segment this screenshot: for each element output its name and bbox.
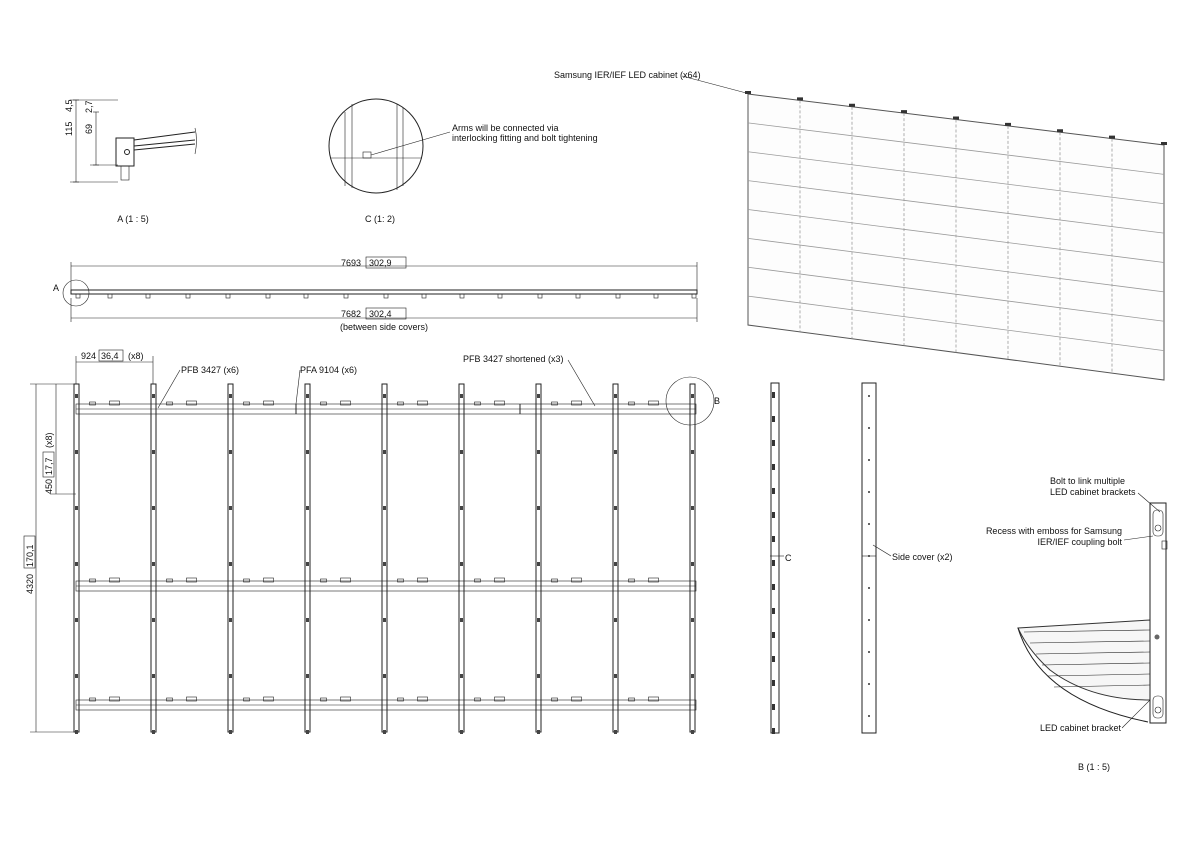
vertical-upright <box>151 384 156 732</box>
upright-hole <box>152 730 155 734</box>
cabinet-top-bracket <box>1161 142 1167 145</box>
beam-clip <box>418 578 428 582</box>
beam-clip <box>418 401 428 405</box>
upright-hole <box>229 394 232 398</box>
rail-clips <box>76 294 696 298</box>
upright-hole <box>691 506 694 510</box>
side-cover-hole <box>868 395 870 397</box>
beam-clip <box>629 698 635 701</box>
upright-hole <box>152 394 155 398</box>
upright-hole <box>75 450 78 454</box>
detail-b <box>986 476 1167 772</box>
detail-c-note-line2: interlocking fitting and bolt tightening <box>452 133 598 143</box>
upright-hole <box>75 394 78 398</box>
beam-clip <box>187 697 197 701</box>
rail-clip <box>654 294 658 298</box>
side-fitting <box>772 608 775 614</box>
upright-hole <box>614 618 617 622</box>
cabinet-perspective <box>554 70 1167 380</box>
pitch-dim-inch: 17,7 <box>44 457 54 475</box>
beam-clip <box>264 401 274 405</box>
side-cover-hole <box>868 619 870 621</box>
upright-hole <box>383 618 386 622</box>
upright-hole <box>229 450 232 454</box>
upright-hole <box>537 450 540 454</box>
cabinet-top-bracket <box>745 91 751 94</box>
side-cover-hole <box>868 587 870 589</box>
detail-a-break-line <box>195 128 197 154</box>
upright-hole <box>614 562 617 566</box>
upright-hole <box>306 506 309 510</box>
height-dim-inch: 170,1 <box>25 544 35 567</box>
beam-clip <box>90 698 96 701</box>
side-fitting <box>772 728 775 734</box>
detail-a-marker: A <box>53 283 60 293</box>
upright-hole <box>152 674 155 678</box>
rail-clip <box>344 294 348 298</box>
vertical-upright <box>613 384 618 732</box>
beam-clip <box>398 698 404 701</box>
label-pfb-short: PFB 3427 shortened (x3) <box>463 354 564 364</box>
upright-hole <box>537 618 540 622</box>
beam-clip <box>90 402 96 405</box>
between-dim: 7682 <box>340 309 361 319</box>
label-pfb: PFB 3427 (x6) <box>181 365 240 375</box>
beam-clip <box>418 697 428 701</box>
side-fitting <box>772 488 775 494</box>
beam-clip <box>475 402 481 405</box>
detail-c-arms <box>345 104 403 190</box>
detail-b-bracket-label: LED cabinet bracket <box>1039 723 1121 733</box>
side-cover-hole <box>868 651 870 653</box>
vertical-upright <box>382 384 387 732</box>
between-note: (between side covers) <box>339 322 429 332</box>
side-profile-1-fittings <box>772 392 775 734</box>
rail-clip <box>692 294 696 298</box>
beam-clip <box>649 697 659 701</box>
detail-a-dim-inner: 69 <box>84 123 94 134</box>
beam-clip <box>244 698 250 701</box>
beam-clip <box>572 401 582 405</box>
side-fitting <box>772 464 775 470</box>
upright-hole <box>75 562 78 566</box>
label-pfb-short-leader <box>568 360 595 406</box>
rail-clip <box>538 294 542 298</box>
detail-c-fitting <box>363 152 371 158</box>
height-dim: 4320 <box>25 573 35 594</box>
rail-clip <box>616 294 620 298</box>
detail-c <box>329 99 598 224</box>
side-cover <box>862 383 876 733</box>
upright-hole <box>614 730 617 734</box>
upright-hole <box>460 730 463 734</box>
vertical-upright <box>690 384 695 732</box>
upright-hole <box>383 506 386 510</box>
upright-hole <box>537 506 540 510</box>
spacing-dim-inch: 36,4 <box>101 351 119 361</box>
detail-b-bolt-hole <box>1155 635 1160 640</box>
beam-clip <box>572 697 582 701</box>
upright-hole <box>537 394 540 398</box>
upright-hole <box>691 450 694 454</box>
beam-clip <box>398 579 404 582</box>
cabinet-top-bracket <box>1057 129 1063 132</box>
cabinet-label: Samsung IER/IEF LED cabinet (x64) <box>554 70 701 80</box>
cabinet-top-bracket <box>849 104 855 107</box>
rail-clip <box>384 294 388 298</box>
cabinet-top-bracket <box>1005 123 1011 126</box>
cabinet-top-bracket <box>797 97 803 100</box>
detail-a-bolt <box>125 150 130 155</box>
beam-clip <box>244 579 250 582</box>
beam-clip <box>552 698 558 701</box>
vertical-upright <box>228 384 233 732</box>
upright-hole <box>229 730 232 734</box>
beam-clip <box>321 402 327 405</box>
detail-b-bolt-line2: LED cabinet brackets <box>1050 487 1136 497</box>
beam-clip <box>264 697 274 701</box>
label-pfa: PFA 9104 (x6) <box>300 365 358 375</box>
detail-b-recess-line1: Recess with emboss for Samsung <box>985 526 1122 536</box>
side-cover-hole <box>868 683 870 685</box>
detail-c-circle <box>329 99 423 193</box>
upright-hole <box>152 618 155 622</box>
detail-c-marker: C <box>785 553 792 563</box>
detail-a <box>64 99 197 224</box>
detail-b-bracket-leader <box>1122 700 1150 728</box>
vertical-upright <box>305 384 310 732</box>
upright-hole <box>460 506 463 510</box>
detail-b-caption: B (1 : 5) <box>1077 762 1111 772</box>
detail-b-recess-line2: IER/IEF coupling bolt <box>1037 537 1122 547</box>
rail-clip <box>304 294 308 298</box>
pitch-dim: 450 <box>44 478 54 494</box>
upright-hole <box>306 730 309 734</box>
vertical-upright <box>536 384 541 732</box>
detail-c-note-line1: Arms will be connected via <box>452 123 559 133</box>
beam-clip <box>629 579 635 582</box>
detail-c-leader <box>371 132 450 155</box>
upright-hole <box>691 394 694 398</box>
upright-hole <box>152 562 155 566</box>
beam-clip <box>264 578 274 582</box>
upright-hole <box>152 506 155 510</box>
beam-clip <box>321 579 327 582</box>
rail-clip <box>422 294 426 298</box>
rail-clip <box>460 294 464 298</box>
beam-clip <box>244 402 250 405</box>
beam-clip <box>187 401 197 405</box>
rail-clip <box>498 294 502 298</box>
side-cover-label: Side cover (x2) <box>892 552 953 562</box>
beam-clip <box>552 579 558 582</box>
cabinet-leader <box>682 76 750 94</box>
rail-clip <box>186 294 190 298</box>
upright-hole <box>383 394 386 398</box>
rail-bar <box>71 290 697 294</box>
upright-hole <box>460 562 463 566</box>
upright-hole <box>383 450 386 454</box>
upright-hole <box>460 394 463 398</box>
upright-hole <box>460 450 463 454</box>
rail-clip <box>226 294 230 298</box>
rail-clip <box>146 294 150 298</box>
upright-hole <box>306 674 309 678</box>
upright-hole <box>306 450 309 454</box>
upright-hole <box>306 562 309 566</box>
detail-b-recess-leader <box>1124 536 1153 540</box>
vertical-upright <box>459 384 464 732</box>
beam-clip <box>552 402 558 405</box>
side-fitting <box>772 416 775 422</box>
vertical-upright <box>74 384 79 732</box>
upright-hole <box>691 730 694 734</box>
side-cover-hole <box>868 523 870 525</box>
side-cover-hole <box>868 491 870 493</box>
spacing-dim-count: (x8) <box>128 351 144 361</box>
beam-clip <box>110 401 120 405</box>
rail-clip <box>76 294 80 298</box>
beam-clip <box>495 401 505 405</box>
beam-clip <box>475 579 481 582</box>
label-pfa-leader <box>296 370 300 404</box>
beam-clip <box>398 402 404 405</box>
beam-clip <box>649 578 659 582</box>
detail-a-marker-circle <box>63 280 89 306</box>
upright-hole <box>229 562 232 566</box>
upright-hole <box>614 394 617 398</box>
top-rail-view <box>53 257 697 332</box>
upright-hole <box>306 618 309 622</box>
between-dim-inch: 302,4 <box>369 309 392 319</box>
upright-hole <box>537 562 540 566</box>
side-fitting <box>772 392 775 398</box>
detail-a-rail <box>134 132 195 150</box>
beam-clip <box>90 579 96 582</box>
beam-clip <box>167 698 173 701</box>
upright-hole <box>383 674 386 678</box>
detail-a-dim-outer-inch: 4,5 <box>64 99 74 112</box>
side-cover-hole <box>868 715 870 717</box>
upright-hole <box>229 674 232 678</box>
cabinet-top-bracket <box>953 117 959 120</box>
side-fitting <box>772 440 775 446</box>
side-views <box>770 383 953 734</box>
upright-hole <box>383 562 386 566</box>
side-fitting <box>772 632 775 638</box>
upright-hole <box>75 506 78 510</box>
pitch-dim-count: (x8) <box>44 432 54 448</box>
beam-clip <box>475 698 481 701</box>
rail-clip <box>576 294 580 298</box>
detail-c-caption: C (1: 2) <box>364 214 396 224</box>
beam-clip <box>629 402 635 405</box>
upright-hole <box>229 618 232 622</box>
detail-b-marker: B <box>714 396 721 406</box>
beam-clip <box>572 578 582 582</box>
beam-clip <box>167 402 173 405</box>
upright-hole <box>614 450 617 454</box>
upright-hole <box>614 674 617 678</box>
beam-clip <box>187 578 197 582</box>
upright-hole <box>75 674 78 678</box>
beam-clip <box>495 697 505 701</box>
beam-clip <box>110 578 120 582</box>
side-fitting <box>772 560 775 566</box>
side-fitting <box>772 584 775 590</box>
upright-hole <box>537 674 540 678</box>
cabinet-top-bracket <box>901 110 907 113</box>
upright-hole <box>383 730 386 734</box>
side-cover-hole <box>868 459 870 461</box>
upright-hole <box>75 618 78 622</box>
side-fitting <box>772 656 775 662</box>
upright-hole <box>306 394 309 398</box>
frame-front-view <box>24 350 720 734</box>
side-cover-hole <box>868 427 870 429</box>
upright-hole <box>691 674 694 678</box>
beam-clip <box>341 578 351 582</box>
side-fitting <box>772 536 775 542</box>
side-fitting <box>772 704 775 710</box>
overall-dim: 7693 <box>340 258 361 268</box>
upright-hole <box>460 674 463 678</box>
spacing-dim: 924 <box>80 351 96 361</box>
rail-clip <box>108 294 112 298</box>
detail-a-caption: A (1 : 5) <box>117 214 149 224</box>
rail-clip <box>266 294 270 298</box>
upright-hole <box>229 506 232 510</box>
upright-hole <box>614 506 617 510</box>
overall-dim-inch: 302,9 <box>369 258 392 268</box>
detail-a-clamp <box>121 166 129 180</box>
beam-clip <box>495 578 505 582</box>
upright-hole <box>460 618 463 622</box>
detail-a-dim-outer: 115 <box>64 121 74 136</box>
detail-b-bolt-line1: Bolt to link multiple <box>1050 476 1126 486</box>
beam-clip <box>321 698 327 701</box>
upright-hole <box>691 562 694 566</box>
beam-clip <box>341 401 351 405</box>
beam-clip <box>649 401 659 405</box>
upright-hole <box>537 730 540 734</box>
side-fitting <box>772 680 775 686</box>
upright-hole <box>691 618 694 622</box>
beam-clip <box>110 697 120 701</box>
side-fitting <box>772 512 775 518</box>
detail-a-dim-inner-inch: 2,7 <box>84 100 94 113</box>
cabinet-top-bracket <box>1109 136 1115 139</box>
beam-clip <box>341 697 351 701</box>
upright-hole <box>152 450 155 454</box>
beam-clip <box>167 579 173 582</box>
frame-structure <box>74 384 696 734</box>
